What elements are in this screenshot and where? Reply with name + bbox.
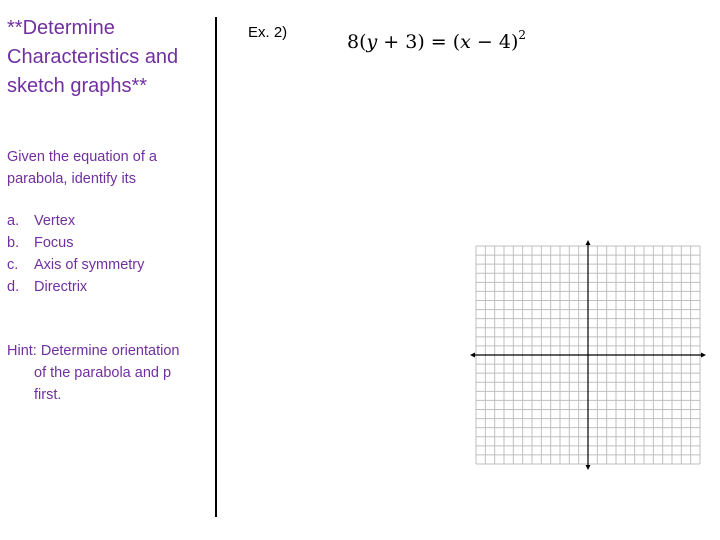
list-item — [7, 232, 144, 254]
y-axis-arrow-down-icon — [586, 465, 591, 470]
left-panel — [7, 14, 217, 101]
grid-axes — [470, 240, 706, 470]
list-item — [7, 254, 144, 276]
equation-coef: 8( — [347, 31, 367, 53]
hint-line-3: first. — [34, 387, 62, 403]
slide-title: **Determine Characteristics and sketch graphs** — [7, 17, 179, 97]
list-marker: d. — [7, 279, 20, 295]
example-label: Ex. 2) — [248, 24, 288, 41]
hint-line-1: Hint: Determine orientation — [7, 343, 180, 359]
equation-mid-2: − 4) — [470, 31, 519, 53]
equation-exponent: 2 — [518, 28, 527, 42]
y-axis-arrow-up-icon — [586, 240, 591, 245]
x-axis-arrow-right-icon — [701, 353, 706, 358]
list-marker: b. — [7, 235, 20, 251]
list-item-text: Vertex — [34, 213, 76, 229]
hint-text — [7, 340, 222, 406]
parabola-equation — [347, 28, 526, 53]
vertical-divider — [215, 17, 217, 517]
equation-var-x: x — [460, 31, 471, 53]
x-axis-arrow-left-icon — [470, 353, 475, 358]
list-item-text: Focus — [34, 235, 74, 251]
list-marker: a. — [7, 213, 20, 229]
equation-var-y: y — [366, 31, 378, 53]
list-item-text: Axis of symmetry — [34, 257, 145, 273]
list-marker: c. — [7, 257, 19, 273]
intro-text: Given the equation of a parabola, identify its — [7, 149, 157, 187]
hint-line-2: of the parabola and p — [34, 365, 172, 381]
equation-mid-1: + 3) = ( — [377, 31, 461, 53]
steps-list — [7, 210, 144, 298]
list-item-text: Directrix — [34, 279, 88, 295]
list-item — [7, 210, 144, 232]
coordinate-grid[interactable] — [470, 240, 706, 470]
list-item — [7, 276, 144, 298]
